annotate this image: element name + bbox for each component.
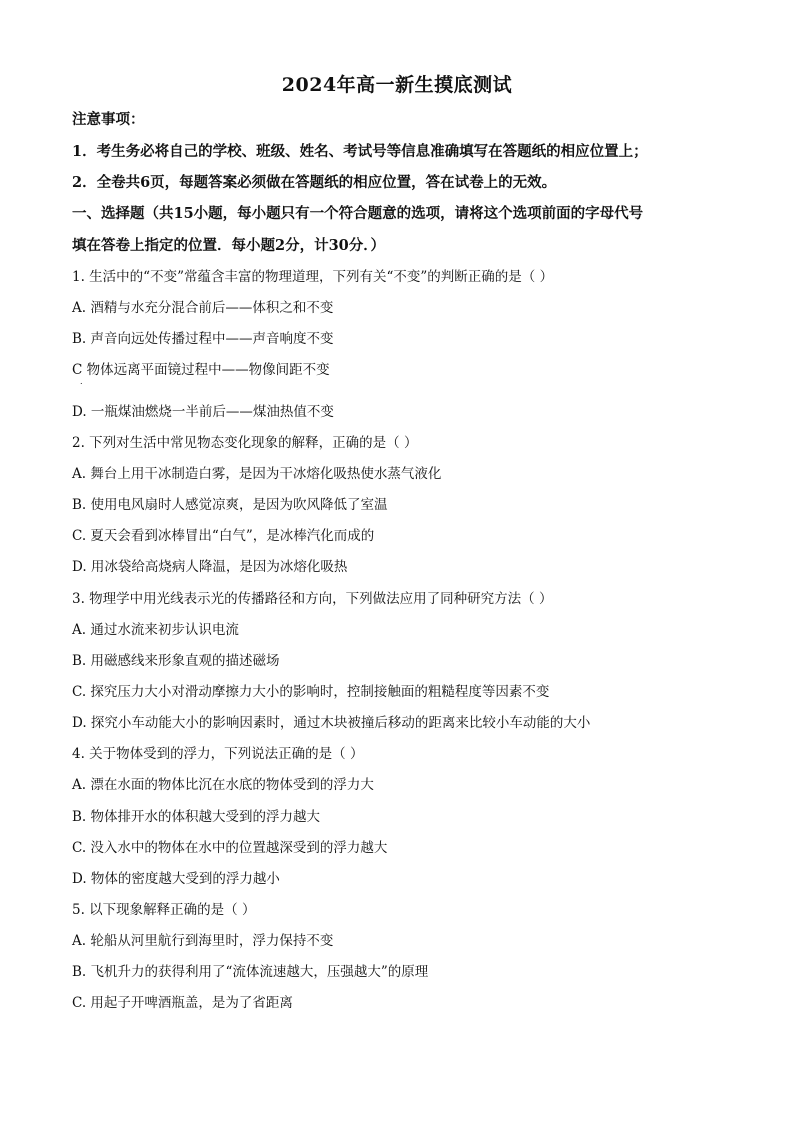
question-option: D. 物体的密度越大受到的浮力越小	[72, 871, 280, 887]
question-option: D. 一瓶煤油燃烧一半前后——煤油热值不变	[72, 404, 334, 420]
question-option: C 物体远离平面镜过程中——物像间距不变	[72, 362, 330, 378]
question-option: B. 物体排开水的体积越大受到的浮力越大	[72, 809, 321, 825]
question-option: C. 探究压力大小对滑动摩擦力大小的影响时，控制接触面的粗糙程度等因素不变	[72, 684, 550, 700]
notice-heading: 注意事项：	[72, 111, 145, 128]
question-option: A. 通过水流来初步认识电流	[72, 622, 239, 638]
question-option: A. 酒精与水充分混合前后——体积之和不变	[72, 300, 334, 316]
question-stem: 5. 以下现象解释正确的是（ ）	[72, 902, 256, 918]
notice-item: 1．考生务必将自己的学校、班级、姓名、考试号等信息准确填写在答题纸的相应位置上；	[72, 143, 648, 160]
stray-dot: .	[80, 377, 83, 386]
section-heading: 一、选择题（共15小题，每小题只有一个符合题意的选项，请将这个选项前面的字母代号	[72, 205, 644, 222]
question-option: C. 用起子开啤酒瓶盖，是为了省距离	[72, 995, 293, 1011]
question-stem: 3. 物理学中用光线表示光的传播路径和方向，下列做法应用了同种研究方法（ ）	[72, 591, 553, 607]
notice-item: 2．全卷共6页，每题答案必须做在答题纸的相应位置，答在试卷上的无效。	[72, 174, 557, 191]
question-option: D. 探究小车动能大小的影响因素时，通过木块被撞后移动的距离来比较小车动能的大小	[72, 715, 591, 731]
question-option: C. 夏天会看到冰棒冒出“白气”，是冰棒汽化而成的	[72, 528, 375, 544]
question-option: A. 漂在水面的物体比沉在水底的物体受到的浮力大	[72, 777, 374, 793]
question-option: C. 没入水中的物体在水中的位置越深受到的浮力越大	[72, 840, 388, 856]
question-option: D. 用冰袋给高烧病人降温，是因为冰熔化吸热	[72, 559, 348, 575]
question-option: B. 飞机升力的获得利用了“流体流速越大，压强越大”的原理	[72, 964, 429, 980]
question-option: B. 用磁感线来形象直观的描述磁场	[72, 653, 280, 669]
question-stem: 1. 生活中的“不变”常蕴含丰富的物理道理，下列有关“不变”的判断正确的是（ ）	[72, 269, 554, 285]
question-stem: 2. 下列对生活中常见物态变化现象的解释，正确的是（ ）	[72, 435, 418, 451]
question-option: B. 使用电风扇时人感觉凉爽，是因为吹风降低了室温	[72, 497, 388, 513]
question-option: B. 声音向远处传播过程中——声音响度不变	[72, 331, 334, 347]
section-heading-continued: 填在答卷上指定的位置．每小题2分，计30分．）	[72, 237, 386, 254]
question-stem: 4. 关于物体受到的浮力，下列说法正确的是（ ）	[72, 746, 364, 762]
page-title: 2024年高一新生摸底测试	[281, 74, 513, 96]
question-option: A. 轮船从河里航行到海里时，浮力保持不变	[72, 933, 334, 949]
question-option: A. 舞台上用干冰制造白雾，是因为干冰熔化吸热使水蒸气液化	[72, 466, 442, 482]
